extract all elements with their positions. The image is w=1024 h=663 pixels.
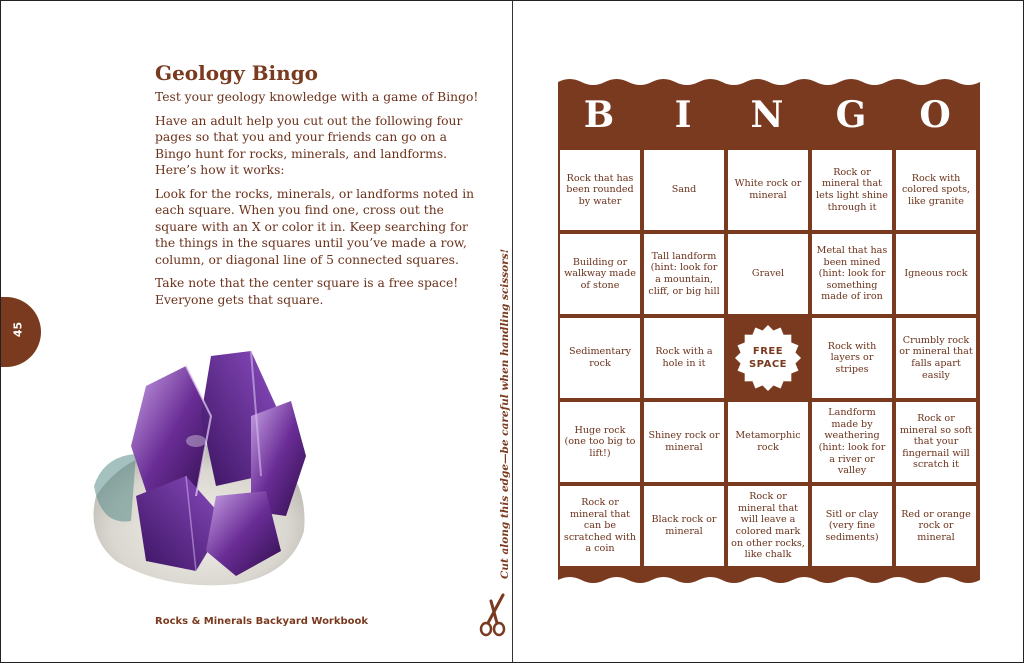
bingo-cell[interactable]: Igneous rock <box>896 234 976 314</box>
free-space-line2: SPACE <box>748 359 788 370</box>
book-title-footer: Rocks & Minerals Backyard Workbook <box>155 616 369 627</box>
bingo-cell[interactable]: Huge rock (one too big to lift!) <box>560 402 640 482</box>
bingo-cell[interactable]: White rock or mineral <box>728 150 808 230</box>
bingo-cell[interactable]: Crumbly rock or mineral that falls apart easily <box>896 318 976 398</box>
intro-paragraph: Test your geology knowledge with a game of Bingo! <box>155 90 479 104</box>
bingo-cell[interactable]: Metal that has been mined (hint: look for something made of iron <box>812 234 892 314</box>
amethyst-crystal-image <box>76 346 316 596</box>
free-space-badge <box>733 323 803 393</box>
left-page <box>1 1 512 662</box>
bingo-letter-i: I <box>674 94 692 136</box>
bingo-cell[interactable]: Shiney rock or mineral <box>644 402 724 482</box>
rules-paragraph: Look for the rocks, minerals, or landforms noted in each square. When you find one, cross out the square with an X or color it in. Keep searching for the things in the squares until you’ve made a row, column, or diagonal line of 5 connected squares. <box>155 186 475 267</box>
free-space-line1: FREE <box>752 346 784 357</box>
bingo-cell[interactable]: Rock or mineral that lets light shine through it <box>812 150 892 230</box>
bingo-cell[interactable]: Red or orange rock or mineral <box>896 486 976 566</box>
bingo-letter-n: N <box>750 94 784 136</box>
bingo-letter-g: G <box>835 94 867 136</box>
free-space-paragraph: Take note that the center square is a free space! Everyone gets that square. <box>155 276 459 307</box>
bingo-cell[interactable]: Rock that has been rounded by water <box>560 150 640 230</box>
bingo-grid <box>560 150 978 568</box>
bingo-cell[interactable]: Rock with colored spots, like granite <box>896 150 976 230</box>
page-title: Geology Bingo <box>155 61 319 85</box>
page-number-tab <box>1 297 41 367</box>
bingo-cell[interactable]: Sitl or clay (very fine sediments) <box>812 486 892 566</box>
bingo-cell[interactable]: Building or walkway made of stone <box>560 234 640 314</box>
bingo-cell[interactable]: Rock with a hole in it <box>644 318 724 398</box>
free-space-label <box>749 345 787 371</box>
bingo-cell[interactable]: Landform made by weathering (hint: look for a river or valley <box>812 402 892 482</box>
bingo-cell[interactable]: Sedimentary rock <box>560 318 640 398</box>
bingo-letter-b: B <box>583 94 615 136</box>
bingo-cell[interactable]: Rock with layers or stripes <box>812 318 892 398</box>
bingo-letter-o: O <box>919 94 951 136</box>
cut-instruction-text: Cut along this edge—be careful when handling scissors! <box>499 248 511 579</box>
bingo-cell[interactable]: Tall landform (hint: look for a mountain, cliff, or big hill <box>644 234 724 314</box>
bingo-cell[interactable]: Rock or mineral that will leave a colored mark on other rocks, like chalk <box>728 486 808 566</box>
bingo-cell[interactable]: Rock or mineral that can be scratched with a coin <box>560 486 640 566</box>
free-space-cell <box>728 318 808 398</box>
bingo-cell[interactable]: Gravel <box>728 234 808 314</box>
bingo-cell[interactable]: Black rock or mineral <box>644 486 724 566</box>
bingo-cell[interactable]: Rock or mineral so soft that your fingernail will scratch it <box>896 402 976 482</box>
bingo-cell[interactable]: Sand <box>644 150 724 230</box>
setup-paragraph: Have an adult help you cut out the following four pages so that you and your friends can go on a Bingo hunt for rocks, minerals, and landforms. Here’s how it works: <box>155 113 463 177</box>
instructions <box>155 89 485 315</box>
scissors-icon <box>477 591 511 637</box>
page-number: 45 <box>11 321 25 338</box>
bingo-cell[interactable]: Metamorphic rock <box>728 402 808 482</box>
page-gutter <box>512 1 513 663</box>
